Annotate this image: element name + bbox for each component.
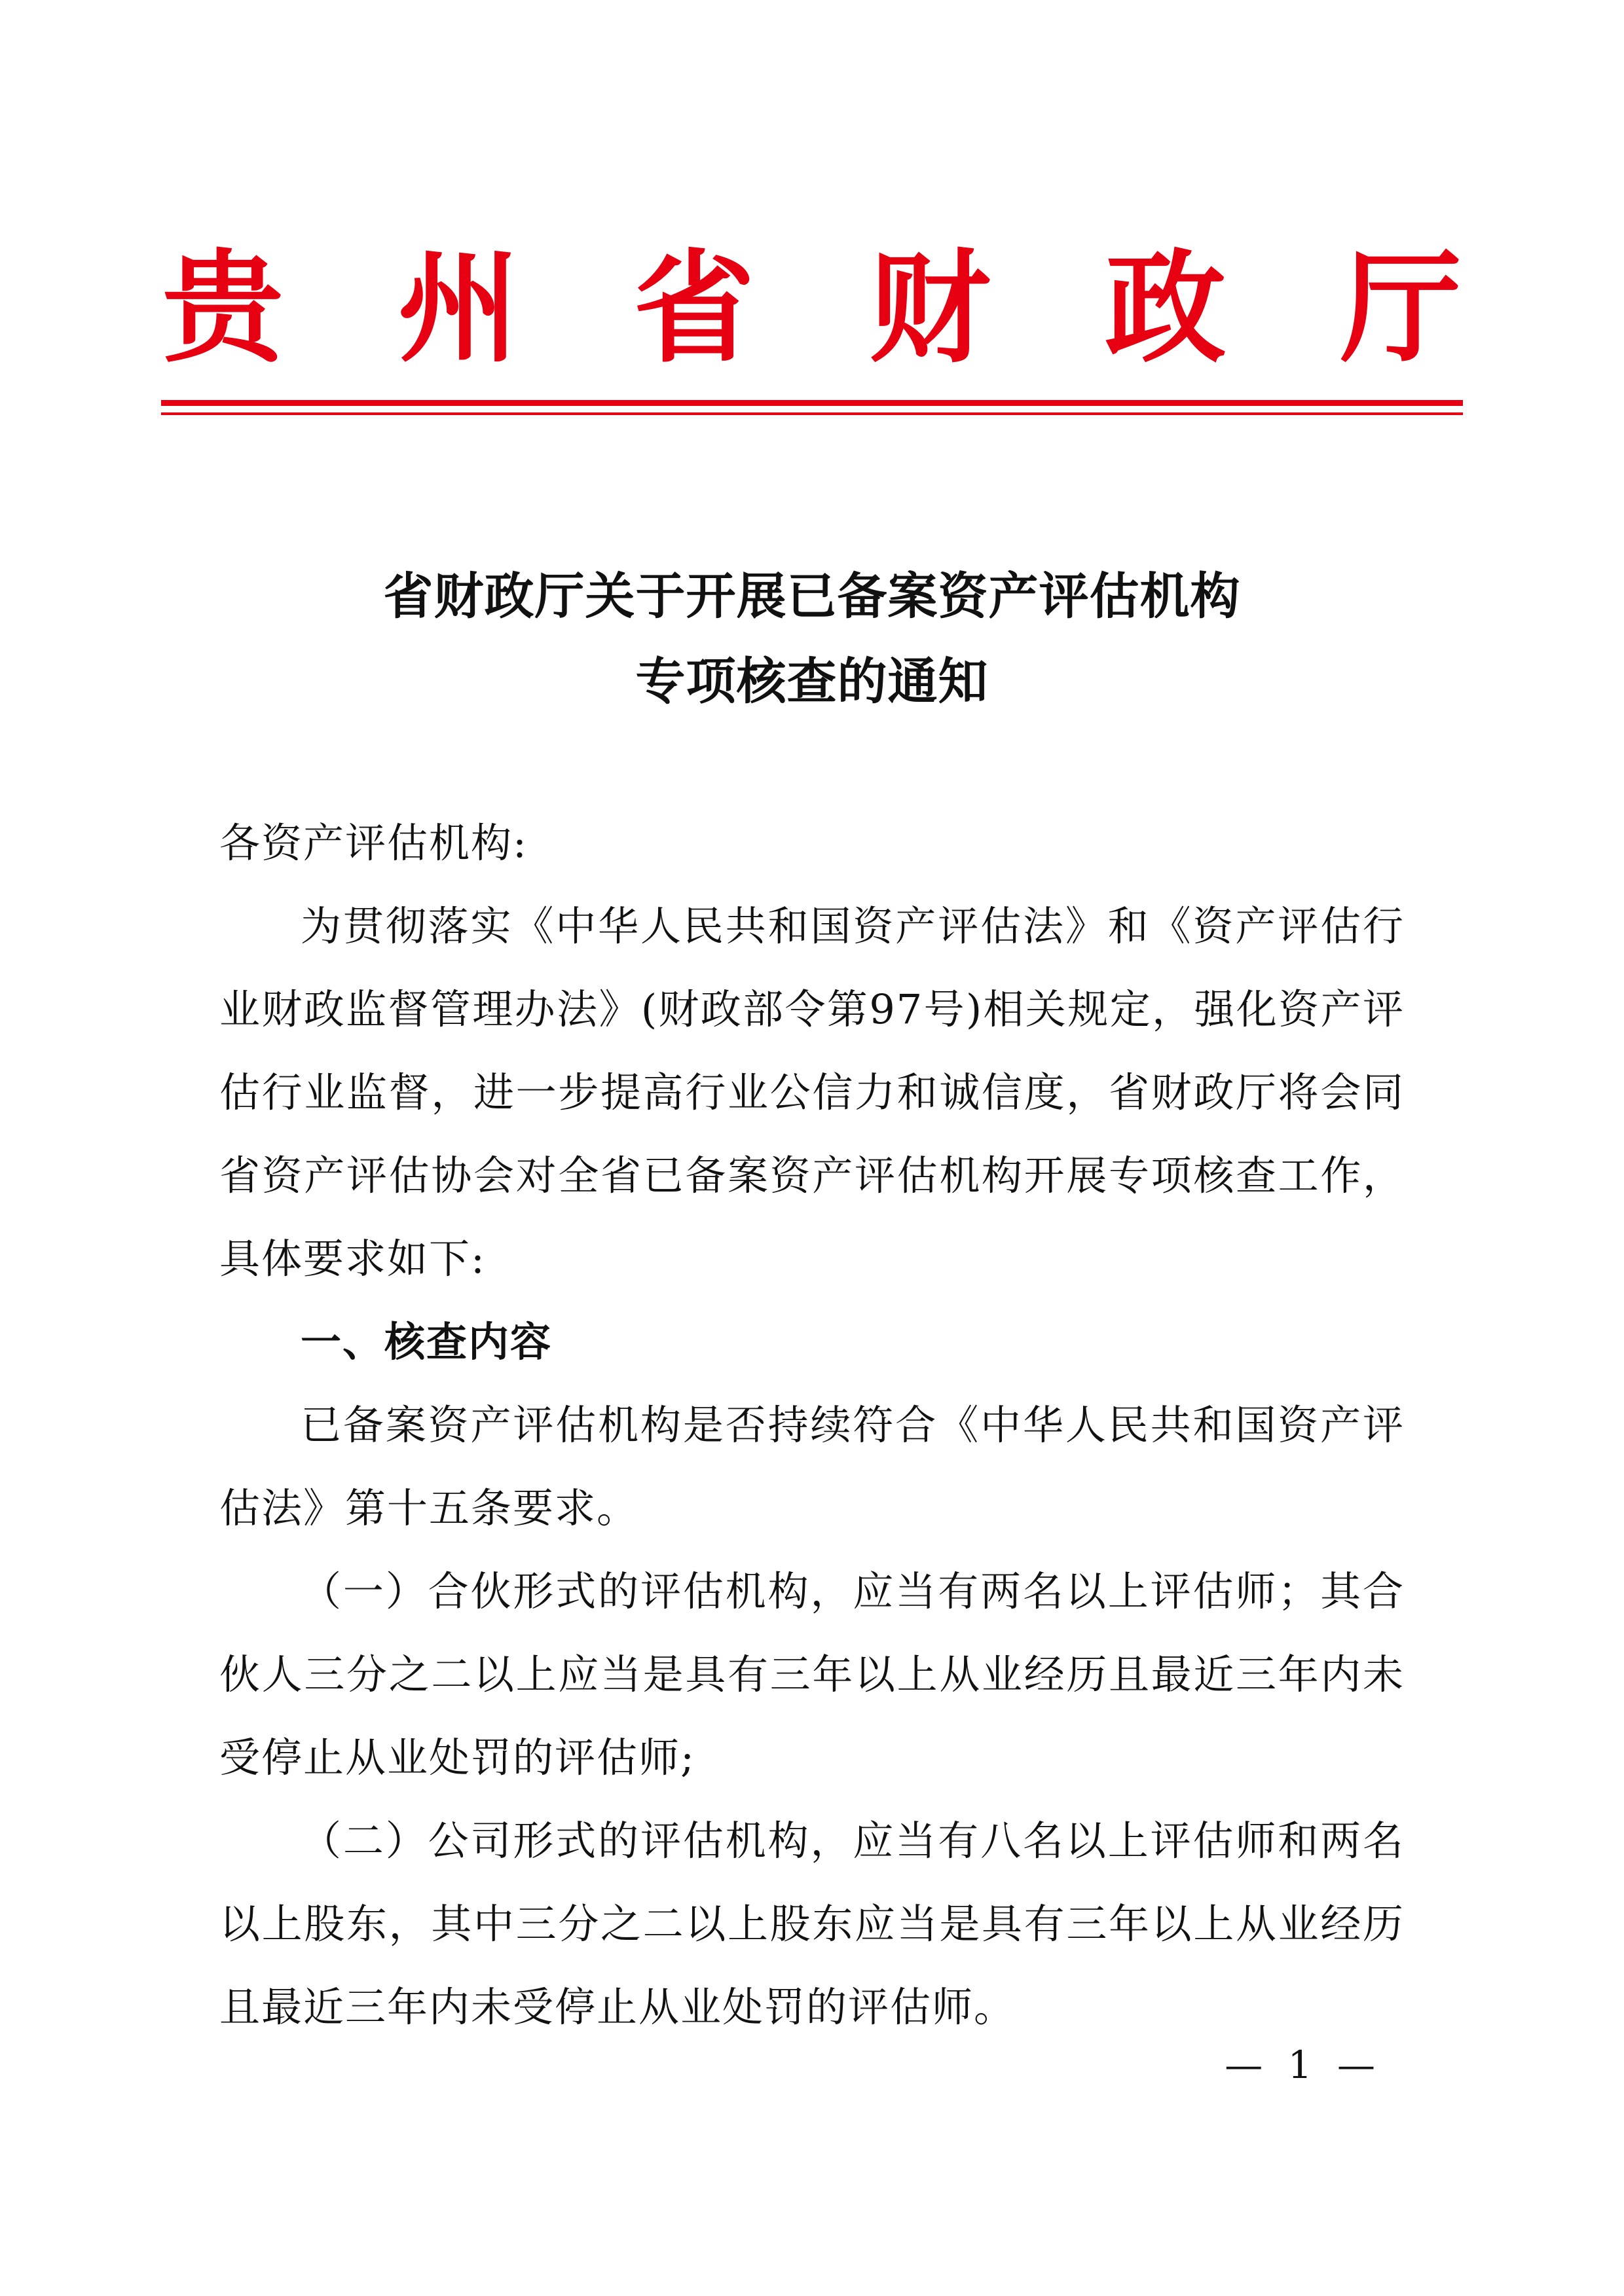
document-title-line-2: 专项核查的通知 xyxy=(635,652,989,710)
masthead-char: 州 xyxy=(397,236,519,379)
masthead-char: 厅 xyxy=(1340,236,1462,379)
page-number: — 1 — xyxy=(1225,2043,1382,2087)
masthead-char: 贵 xyxy=(162,236,284,379)
list-item: （一）合伙形式的评估机构，应当有两名以上评估师；其合伙人三分之二以上应当是具有三年以上从业经历且最近三年内未受停止从业处罚的评估师; xyxy=(219,1567,1405,1781)
masthead-issuer xyxy=(162,236,1462,379)
list-item: （二）公司形式的评估机构，应当有八名以上评估师和两名以上股东，其中三分之二以上股东应当是具有三年以上从业经历且最近三年内未受停止从业处罚的评估师。 xyxy=(219,1817,1405,2031)
intro-paragraph: 为贯彻落实《中华人民共和国资产评估法》和《资产评估行业财政监督管理办法》(财政部令第97号)相关规定，强化资产评估行业监督，进一步提高行业公信力和诚信度，省财政厅将会同省资产评估协会对全省已备案资产评估机构开展专项核查工作，具体要求如下: xyxy=(219,902,1405,1283)
masthead-char: 政 xyxy=(1105,236,1227,379)
salutation: 各资产评估机构: xyxy=(219,819,528,867)
section-heading: 一、核查内容 xyxy=(301,1318,553,1366)
masthead-divider-thin xyxy=(161,412,1463,415)
masthead-char: 省 xyxy=(633,236,755,379)
section-paragraph: 已备案资产评估机构是否持续符合《中华人民共和国资产评估法》第十五条要求。 xyxy=(219,1401,1405,1532)
document-body xyxy=(219,801,1405,2049)
masthead-char: 财 xyxy=(869,236,991,379)
masthead-divider-thick xyxy=(161,400,1463,406)
document-title-line-1: 省财政厅关于开展已备案资产评估机构 xyxy=(383,567,1241,625)
